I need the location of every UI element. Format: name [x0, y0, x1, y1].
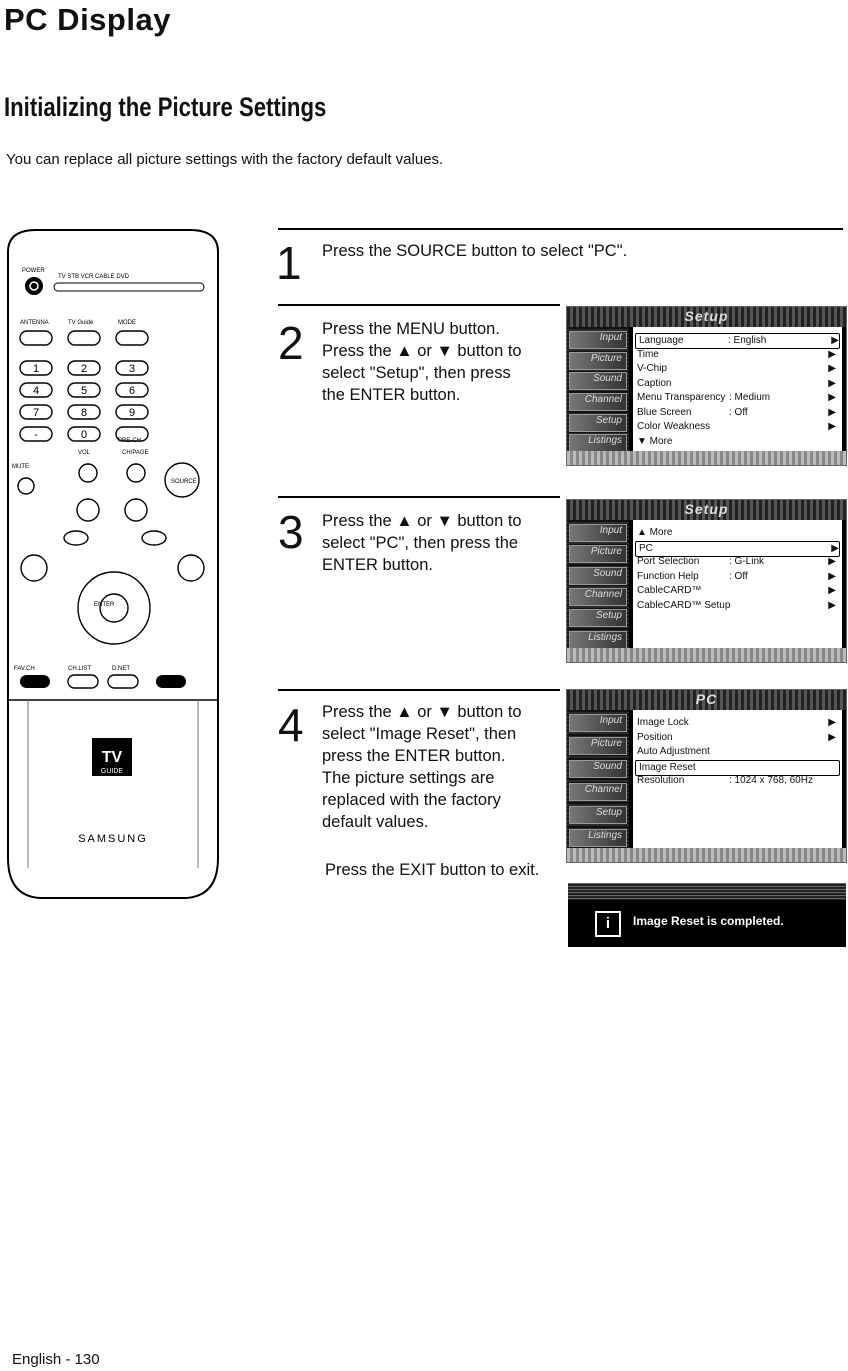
osd-sidebar-item-setup: Setup [569, 609, 627, 627]
remote-label-lcl: CH.LIST [68, 666, 92, 672]
osd-menu-row [637, 526, 836, 540]
osd-menu-row [637, 731, 836, 745]
info-icon: i [595, 911, 621, 937]
osd-sidebar-item-listings: Listings [569, 434, 627, 452]
osd-sidebar-item-sound: Sound [569, 372, 627, 390]
step-4-text: Press the ▲ or ▼ button to select "Image Reset", then press the ENTER button. The picture settings are replaced with the factory default values. [322, 703, 522, 831]
osd-sidebar-item-sound: Sound [569, 760, 627, 778]
key-5: 5 [80, 385, 88, 397]
osd-menu-row-label: V-Chip [637, 363, 668, 374]
message-text: Image Reset is completed. [633, 914, 784, 928]
osd-menu-row [637, 774, 836, 788]
osd-menu-row-label: Function Help [637, 570, 699, 582]
osd-sidebar-item-setup: Setup [569, 806, 627, 824]
osd-title-bar [567, 690, 846, 710]
key--: - [34, 429, 38, 441]
osd-menu-row [637, 391, 836, 405]
osd-menu-row-value: : G-Link [729, 556, 765, 567]
page-footer: English - 130 [12, 1351, 100, 1368]
osd-menu-row [637, 716, 836, 730]
osd-menu-row-label: ▲ More [637, 527, 673, 538]
key-9: 9 [128, 407, 136, 419]
key-7: 7 [32, 407, 40, 419]
right-arrow-icon: ▶ [828, 731, 836, 743]
osd-sidebar [567, 710, 629, 848]
right-arrow-icon: ▶ [828, 377, 836, 389]
remote-label-lpr: PRE-CH [118, 438, 142, 444]
osd-menu-row [637, 362, 836, 376]
right-arrow-icon: ▶ [828, 599, 836, 611]
remote-label-brand: SAMSUNG [78, 833, 148, 845]
osd-menu-row-label: CableCARD™ [637, 585, 702, 596]
osd-menu-row [637, 555, 836, 569]
osd-title: Setup [684, 308, 729, 324]
osd-menu-row-label: Auto Adjustment [637, 746, 710, 757]
osd-sidebar-item-picture: Picture [569, 737, 627, 755]
osd-sidebar-item-input: Input [569, 524, 627, 542]
osd-title-bar [567, 307, 846, 327]
remote-label-lm: TV STB VCR CABLE DVD [58, 274, 130, 280]
key-2: 2 [80, 363, 88, 375]
right-arrow-icon: ▶ [828, 348, 836, 360]
remote-label-lmu: MUTE [12, 464, 29, 470]
osd-sidebar-item-sound: Sound [569, 567, 627, 585]
right-arrow-icon: ▶ [828, 585, 836, 596]
step-4-exit-text: Press the EXIT button to exit. [325, 861, 540, 879]
osd-menu-row [637, 435, 836, 449]
osd-menu-row-label: Language [639, 335, 684, 346]
key-0: 0 [80, 429, 88, 441]
step-3-number: 3 [278, 506, 304, 558]
remote-control-illustration [6, 228, 220, 900]
page-title: PC Display [4, 2, 171, 37]
osd-menu-row-label: Image Lock [637, 717, 689, 728]
pc-menu-screen [566, 689, 847, 863]
osd-menu-row-label: Menu Transparency [637, 392, 726, 403]
osd-sidebar-item-listings: Listings [569, 631, 627, 649]
right-arrow-icon: ▶ [828, 556, 836, 567]
osd-menu-row-label: Color Weakness [637, 421, 711, 432]
osd-menu-row-label: Image Reset [639, 761, 696, 773]
key-4: 4 [32, 385, 40, 397]
osd-menu-row-label: Position [637, 731, 673, 743]
remote-label-tvg: TV [101, 749, 123, 766]
osd-menu-row [637, 406, 836, 420]
osd-sidebar-item-picture: Picture [569, 545, 627, 563]
osd-menu-row-label: CableCARD™ Setup [637, 599, 731, 611]
osd-sidebar-item-channel: Channel [569, 393, 627, 411]
remote-label-lc: CH/PAGE [122, 450, 149, 456]
osd-sidebar-item-channel: Channel [569, 783, 627, 801]
image-reset-message-box [568, 883, 846, 947]
remote-label-lv: VOL [78, 450, 91, 456]
osd-sidebar [567, 327, 629, 451]
osd-menu-row-value: : 1024 x 768, 60Hz [729, 775, 813, 786]
key-8: 8 [80, 407, 88, 419]
right-arrow-icon: ▶ [831, 542, 839, 554]
osd-menu-row-value: : Off [729, 406, 748, 418]
step-1-number: 1 [276, 237, 302, 289]
remote-label-ld: D.NET [112, 666, 130, 672]
osd-menu-row-label: Blue Screen [637, 406, 692, 418]
remote-control-drawing [6, 228, 220, 900]
step-2-divider [278, 304, 560, 306]
osd-menu-row-label: Time [637, 348, 659, 360]
right-arrow-icon: ▶ [828, 392, 836, 403]
remote-label-lf: FAV.CH [14, 666, 35, 672]
step-4-number: 4 [278, 699, 304, 751]
osd-sidebar-item-picture: Picture [569, 352, 627, 370]
osd-menu-row [637, 570, 836, 584]
osd-menu-row [637, 745, 836, 759]
step-1-text: Press the SOURCE button to select "PC". [322, 242, 628, 260]
step-3-text: Press the ▲ or ▼ button to select "PC", then press the ENTER button. [322, 512, 522, 574]
osd-footer-bar [567, 648, 846, 662]
step-4-divider [278, 689, 560, 691]
osd-menu-row-value: : Off [729, 570, 748, 582]
osd-footer-bar [567, 848, 846, 862]
right-arrow-icon: ▶ [828, 363, 836, 374]
remote-label-tvg2: GUIDE [100, 768, 124, 775]
step-3-divider [278, 496, 560, 498]
osd-footer-bar [567, 451, 846, 465]
osd-menu-row-label: Caption [637, 377, 672, 389]
osd-sidebar-item-input: Input [569, 331, 627, 349]
step-2-text: Press the MENU button. Press the ▲ or ▼ button to select "Setup", then press the ENTER button. [322, 320, 522, 404]
osd-title-bar [567, 500, 846, 520]
osd-sidebar-item-channel: Channel [569, 588, 627, 606]
key-3: 3 [128, 363, 136, 375]
osd-menu-row-label: Resolution [637, 775, 685, 786]
step-2-number: 2 [278, 317, 304, 369]
section-title: Initializing the Picture Settings [4, 92, 327, 122]
osd-sidebar [567, 520, 629, 648]
setup-menu-screen-2 [566, 499, 847, 663]
right-arrow-icon: ▶ [828, 570, 836, 582]
osd-menu-panel [633, 520, 842, 648]
osd-sidebar-item-input: Input [569, 714, 627, 732]
right-arrow-icon: ▶ [828, 717, 836, 728]
osd-menu-row [637, 599, 836, 613]
osd-menu-row-value: : English [728, 335, 767, 346]
osd-sidebar-item-listings: Listings [569, 829, 627, 847]
remote-label-ls: SOURCE [171, 479, 197, 485]
osd-menu-row-label: PC [639, 542, 653, 554]
osd-menu-panel [633, 710, 842, 848]
osd-menu-row-value: : Medium [729, 392, 771, 403]
right-arrow-icon: ▶ [831, 335, 839, 346]
osd-menu-row-label: Port Selection [637, 556, 700, 567]
right-arrow-icon: ▶ [828, 421, 836, 432]
osd-menu-row [637, 377, 836, 391]
right-arrow-icon: ▶ [828, 406, 836, 418]
osd-menu-row [637, 420, 836, 434]
osd-menu-row [637, 584, 836, 598]
key-1: 1 [32, 363, 40, 375]
osd-menu-row-label: ▼ More [637, 435, 673, 447]
key-6: 6 [128, 385, 136, 397]
osd-menu-panel [633, 327, 842, 451]
remote-label-lmo: MODE [118, 320, 136, 326]
osd-title: PC [695, 691, 718, 707]
step-1-divider [278, 228, 843, 230]
remote-label-lp: POWER [22, 268, 45, 274]
intro-text: You can replace all picture settings with the factory default values. [6, 151, 444, 168]
osd-sidebar-item-setup: Setup [569, 414, 627, 432]
osd-title: Setup [684, 501, 729, 517]
osd-menu-row [637, 348, 836, 362]
remote-label-lt: TV Guide [68, 320, 94, 326]
remote-label-le: ENTER [94, 602, 115, 608]
setup-menu-screen-1 [566, 306, 847, 466]
remote-label-la: ANTENNA [20, 320, 49, 326]
